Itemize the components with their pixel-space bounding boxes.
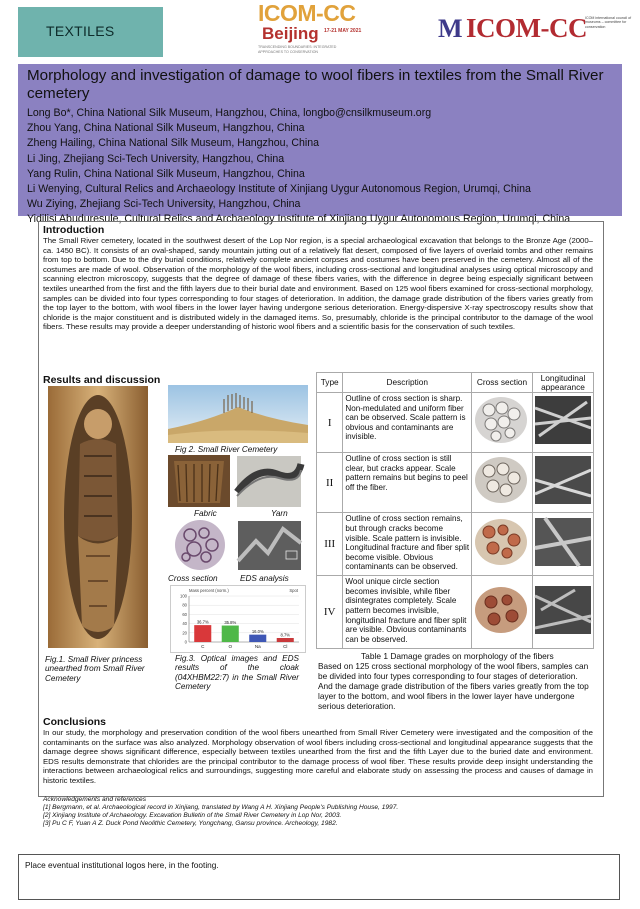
y-tick-label: 100	[180, 593, 187, 599]
eds-bar-chart	[170, 585, 306, 653]
conclusions-heading: Conclusions	[43, 716, 107, 728]
fig1-caption: Fig.1. Small River princess unearthed from Small River Cemetery	[45, 655, 145, 683]
type-cell: II	[317, 453, 343, 513]
title-band	[18, 64, 622, 226]
longitudinal-micrograph	[532, 453, 593, 513]
references	[43, 796, 593, 828]
x-tick-label: O	[228, 644, 233, 649]
type-cell: IV	[317, 576, 343, 649]
cross-section-micrograph	[472, 453, 533, 513]
x-tick-label: Cl	[283, 644, 288, 649]
org-logo-name: ICOM-CC	[466, 13, 587, 43]
author-line: Yang Rulin, China National Silk Museum, Hangzhou, China	[27, 167, 305, 180]
description-cell: Wool unique circle section becomes invisible, while fiber disintegrates completely. Scale pattern becomes invisible, longitudinal fracture and fiber split are visible. Obvious contaminants can be observed.	[343, 576, 472, 649]
table-header: Cross section	[472, 373, 533, 393]
logo-tagline: TRANSCENDING BOUNDARIES: INTEGRATED APPROACHES TO CONSERVATION	[258, 45, 337, 54]
y-tick-label: 20	[182, 630, 187, 636]
bar	[194, 625, 211, 642]
chart-ylabel: Mass percent (norm.)	[189, 588, 229, 593]
reference-item: [1] Bergmann, et al. Archaeological record in Xinjiang, translated by Wang A H. Xinjiang People's Publishing House, 1997.	[43, 804, 399, 812]
yarn-image	[237, 456, 301, 507]
yarn-label: Yarn	[271, 509, 288, 518]
description-cell: Outline of cross section is sharp. Non-medulated and uniform fiber can be observed. Scale pattern is obvious and contaminants are invisible.	[343, 393, 472, 453]
table-header: Longitudinal appearance	[532, 373, 593, 393]
conclusions-text: In our study, the morphology and preservation condition of the wool fibers unearthed from Small River Cemetery were investigated and the composition of the contaminants on the surface was also analyzed. Morphology observation of wool fibers including cross-sectional and longitudinal appearance suggests that the damage degree shows significant difference, especially between textiles unearthed from the first and the fifth Layer due to the buried date and environment. EDS results demonstrate that chlorides are the principal contributor to the damage process of wool fiber. These results provide deep insight understanding the interactions between archaeological relics and surroundings, suggesting more careful and elaborate study on assessing the process and causes of damage in historic textiles.	[43, 728, 593, 785]
table-row	[317, 513, 594, 576]
y-tick-label: 80	[182, 602, 187, 608]
type-cell: III	[317, 513, 343, 576]
logo-city: Beijing	[262, 24, 319, 43]
eds-analysis-image	[238, 521, 301, 570]
bar	[249, 635, 266, 642]
introduction-heading: Introduction	[43, 224, 105, 236]
bar-value-label: 8.7%	[280, 632, 291, 638]
longitudinal-micrograph	[532, 576, 593, 649]
y-tick-label: 0	[184, 639, 187, 645]
logo-name: ICOM-CC	[258, 0, 356, 26]
cross-section-label: Cross section	[168, 574, 218, 583]
references-heading: Acknowledgements and references	[43, 796, 146, 803]
org-logo-subtitle: ICOM international council of museums – committee for conservation	[585, 16, 632, 29]
introduction-text: The Small River cemetery, located in the southwest desert of the Lop Nor region, is a special archaeological excavation that belongs to the Bronze Age (2000–ca. 1450 BC). It consists of an oval-shaped, sandy mountain jutting out of a relatively flat desert, composed of five layers of overlaid tombs and other remains from top to bottom. Due to the dry burial conditions, relatively complete ancient corpses and costumes have been preserved in the cemetery. Almost all of the costumes are made of wool. Observation of the morphology of the wool fibers, including cross-sectional and longitudinal analyses using optical microscopy and scanning electron microscopy, suggests that the degree of damage of these fibers varies, with the difference in degree being especially significant between textiles unearthed from the first and the fifth layers due to their burial date and environment. Based on 125 wool fibers examined for cross-sectional morphology, samples can be divided into four types corresponding to four stages of deterioration. In addition, the damage grade distribution of the fibers varies greatly from the top layer to the bottom, with wool fibers in the lower layer having undergone serious deterioration. Energy-dispersive X-ray spectroscopy results show that chloride is the major constituent and is distributed widely in the damaged items. So, presumably, chloride is the principal contributor to the damage of the wool fibers. These results may provide a deeper understanding of historic wool fibers and a scientific basis for the conservation of such textiles.	[43, 236, 593, 332]
author-line: Zheng Hailing, China National Silk Museum, Hangzhou, China	[27, 137, 320, 150]
table-header: Type	[317, 373, 343, 393]
damage-grades-table	[316, 372, 594, 649]
reference-item: [2] Xinjiang Institute of Archaeology. Excavation Bulletin of the Small River Cemetery in Lop Nor, 2003.	[43, 812, 342, 820]
cross-section-micrograph	[472, 513, 533, 576]
icom-mark-icon: M	[438, 14, 463, 43]
bar-value-label: 35.8%	[224, 620, 237, 626]
cross-section-micrograph	[472, 393, 533, 453]
chart-corner-label: Spot	[289, 588, 298, 593]
longitudinal-micrograph	[532, 513, 593, 576]
author-line: Li Jing, Zhejiang Sci-Tech University, Hangzhou, China	[27, 152, 285, 165]
author-line: Yidilisi Abuduresule, Cultural Relics and Archaeology Institute of Xinjiang Uygur Autonomous Region, Urumqi, China	[27, 213, 571, 226]
princess-mummy-image	[48, 386, 148, 648]
reference-item: [3] Pu C F, Yuan A Z. Duck Pond Neolithic Cemetery, Yongchang, Gansu province. Archeology, 1982.	[43, 820, 338, 828]
icom-cc-beijing-logo	[254, 2, 368, 62]
y-tick-label: 60	[182, 611, 187, 617]
fig3-caption: Fig.3. Optical images and EDS results of the cloak (04XHBM22:7) in the Small River Cemetery	[175, 654, 299, 692]
fig2-caption: Fig 2. Small River Cemetery	[175, 445, 278, 454]
description-cell: Outline of cross section remains, but through cracks become visible. Scale pattern is invisible. Longitudinal fracture and fiber split become visible. Obvious contaminants can be observed.	[343, 513, 472, 576]
fabric-image	[168, 455, 230, 507]
author-line: Wu Ziying, Zhejiang Sci-Tech University, Hangzhou, China	[27, 198, 301, 211]
longitudinal-micrograph	[532, 393, 593, 453]
cemetery-photo	[168, 385, 308, 443]
type-cell: I	[317, 393, 343, 453]
table1-caption: Table 1 Damage grades on morphology of the fibers	[361, 651, 554, 661]
author-line: Li Wenying, Cultural Relics and Archaeology Institute of Xinjiang Uygur Autonomous Region, Urumqi, China	[27, 183, 531, 196]
table1-discussion: Based on 125 cross sectional morphology of the wool fibers, samples can be divided into four types corresponding to four stages of deterioration. And the damage grade distribution of the fibers varies greatly from the top layer to the bottom, and wool fibers in the lower layer have undergone serious deterioration.	[318, 661, 589, 711]
footer-box	[18, 854, 620, 900]
poster-title: Morphology and investigation of damage to wool fibers in textiles from the Small River cemetery	[27, 67, 604, 102]
x-tick-label: Na	[254, 644, 261, 649]
bar	[277, 638, 294, 642]
x-tick-label: C	[201, 644, 205, 649]
fabric-label: Fabric	[194, 509, 217, 518]
table-row	[317, 453, 594, 513]
table-row	[317, 393, 594, 453]
author-line: Long Bo*, China National Silk Museum, Hangzhou, China, longbo@cnsilkmuseum.org	[27, 107, 432, 119]
author-line: Zhou Yang, China National Silk Museum, Hangzhou, China	[27, 122, 305, 135]
bar	[222, 626, 239, 642]
section-tag	[18, 7, 163, 57]
section-tag-label: TEXTILES	[46, 23, 115, 39]
bar-value-label: 16.0%	[251, 629, 264, 635]
description-cell: Outline of cross section is still clear, but cracks appear. Scale pattern remains but begins to peel off the fiber.	[343, 453, 472, 513]
cross-section-image	[174, 519, 226, 571]
bar-value-label: 36.7%	[196, 619, 209, 625]
cross-section-micrograph	[472, 576, 533, 649]
table-row	[317, 576, 594, 649]
eds-analysis-label: EDS analysis	[240, 574, 289, 583]
y-tick-label: 40	[182, 621, 187, 627]
icom-cc-organization-logo	[438, 12, 638, 52]
author-list	[27, 106, 622, 228]
logo-dates: 17-21 MAY 2021	[324, 28, 362, 34]
table-header: Description	[343, 373, 472, 393]
results-heading: Results and discussion	[43, 374, 161, 386]
footer-text: Place eventual institutional logos here, in the footing.	[25, 860, 219, 870]
